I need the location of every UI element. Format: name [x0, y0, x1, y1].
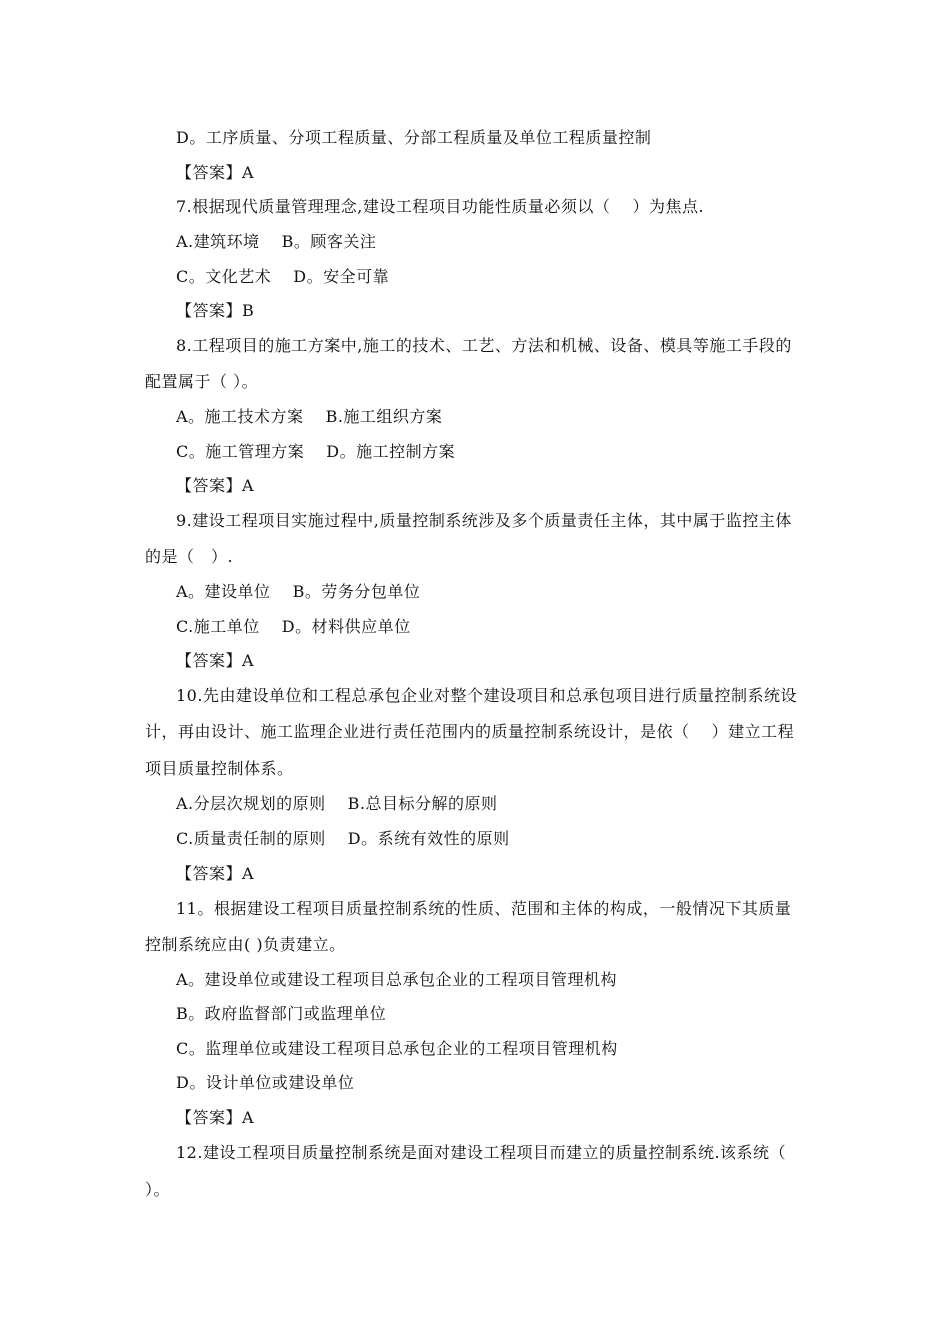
- q7-answer: 【答案】B: [176, 301, 255, 320]
- q7-option-c: C。文化艺术: [176, 267, 272, 286]
- q11-stem-line-2: 控制系统应由( )负责建立。: [145, 935, 346, 954]
- q12-stem-line-2: ）。: [145, 1180, 171, 1199]
- q11-answer: 【答案】A: [176, 1108, 255, 1127]
- q9-option-b: B。劳务分包单位: [292, 582, 421, 601]
- q7-option-b: B。顾客关注: [281, 232, 377, 251]
- q9-option-d: D。材料供应单位: [281, 617, 411, 636]
- q10-answer: 【答案】A: [176, 864, 255, 883]
- q8-answer: 【答案】A: [176, 476, 255, 495]
- q9-answer: 【答案】A: [176, 651, 255, 670]
- q6-option-d: D。工序质量、分项工程质量、分部工程质量及单位工程质量控制: [176, 128, 652, 147]
- q9-stem-line-1: 9.建设工程项目实施过程中,质量控制系统涉及多个质量责任主体，其中属于监控主体: [176, 511, 792, 530]
- q9-options-row-2: [176, 617, 411, 637]
- q7-stem: 7.根据现代质量管理理念,建设工程项目功能性质量必须以（ ）为焦点.: [176, 197, 705, 216]
- q12-stem-line-1: 12.建设工程项目质量控制系统是面对建设工程项目而建立的质量控制系统.该系统（: [176, 1143, 787, 1162]
- q9-options-row-1: [176, 582, 420, 602]
- q8-option-b: B.施工组织方案: [325, 407, 443, 426]
- q8-option-c: C。施工管理方案: [176, 442, 305, 461]
- q9-option-a: A。建设单位: [176, 582, 271, 601]
- q8-stem-line-2: 配置属于（ ）。: [145, 372, 259, 391]
- q8-option-a: A。施工技术方案: [176, 407, 304, 426]
- q7-options-row-2: [176, 267, 389, 287]
- q9-option-c: C.施工单位: [176, 617, 260, 636]
- q10-options-row-1: [176, 794, 498, 814]
- q10-option-b: B.总目标分解的原则: [347, 794, 498, 813]
- q8-stem-line-1: 8.工程项目的施工方案中,施工的技术、工艺、方法和机械、设备、模具等施工手段的: [176, 336, 792, 355]
- q11-option-a: A。建设单位或建设工程项目总承包企业的工程项目管理机构: [176, 970, 618, 989]
- q10-stem-line-1: 10.先由建设单位和工程总承包企业对整个建设项目和总承包项目进行质量控制系统设: [176, 686, 797, 705]
- q10-option-a: A.分层次规划的原则: [176, 794, 326, 813]
- q10-stem-line-3: 项目质量控制体系。: [145, 759, 294, 778]
- q8-option-d: D。施工控制方案: [326, 442, 456, 461]
- q10-option-c: C.质量责任制的原则: [176, 829, 326, 848]
- q8-options-row-1: [176, 407, 442, 427]
- q8-options-row-2: [176, 442, 455, 462]
- q6-answer: 【答案】A: [176, 163, 255, 182]
- q7-option-d: D。安全可靠: [293, 267, 390, 286]
- q11-option-b: B。政府监督部门或监理单位: [176, 1004, 387, 1023]
- q11-stem-line-1: 11。根据建设工程项目质量控制系统的性质、范围和主体的构成，一般情况下其质量: [176, 899, 792, 918]
- q11-option-d: D。设计单位或建设单位: [176, 1073, 355, 1092]
- q7-options-row-1: [176, 232, 376, 252]
- q9-stem-line-2: 的是（ ）.: [145, 547, 234, 566]
- q7-option-a: A.建筑环境: [176, 232, 260, 251]
- q10-options-row-2: [176, 829, 510, 849]
- q10-option-d: D。系统有效性的原则: [347, 829, 510, 848]
- q11-option-c: C。监理单位或建设工程项目总承包企业的工程项目管理机构: [176, 1039, 618, 1058]
- q10-stem-line-2: 计，再由设计、施工监理企业进行责任范围内的质量控制系统设计，是依（ ）建立工程: [145, 722, 795, 741]
